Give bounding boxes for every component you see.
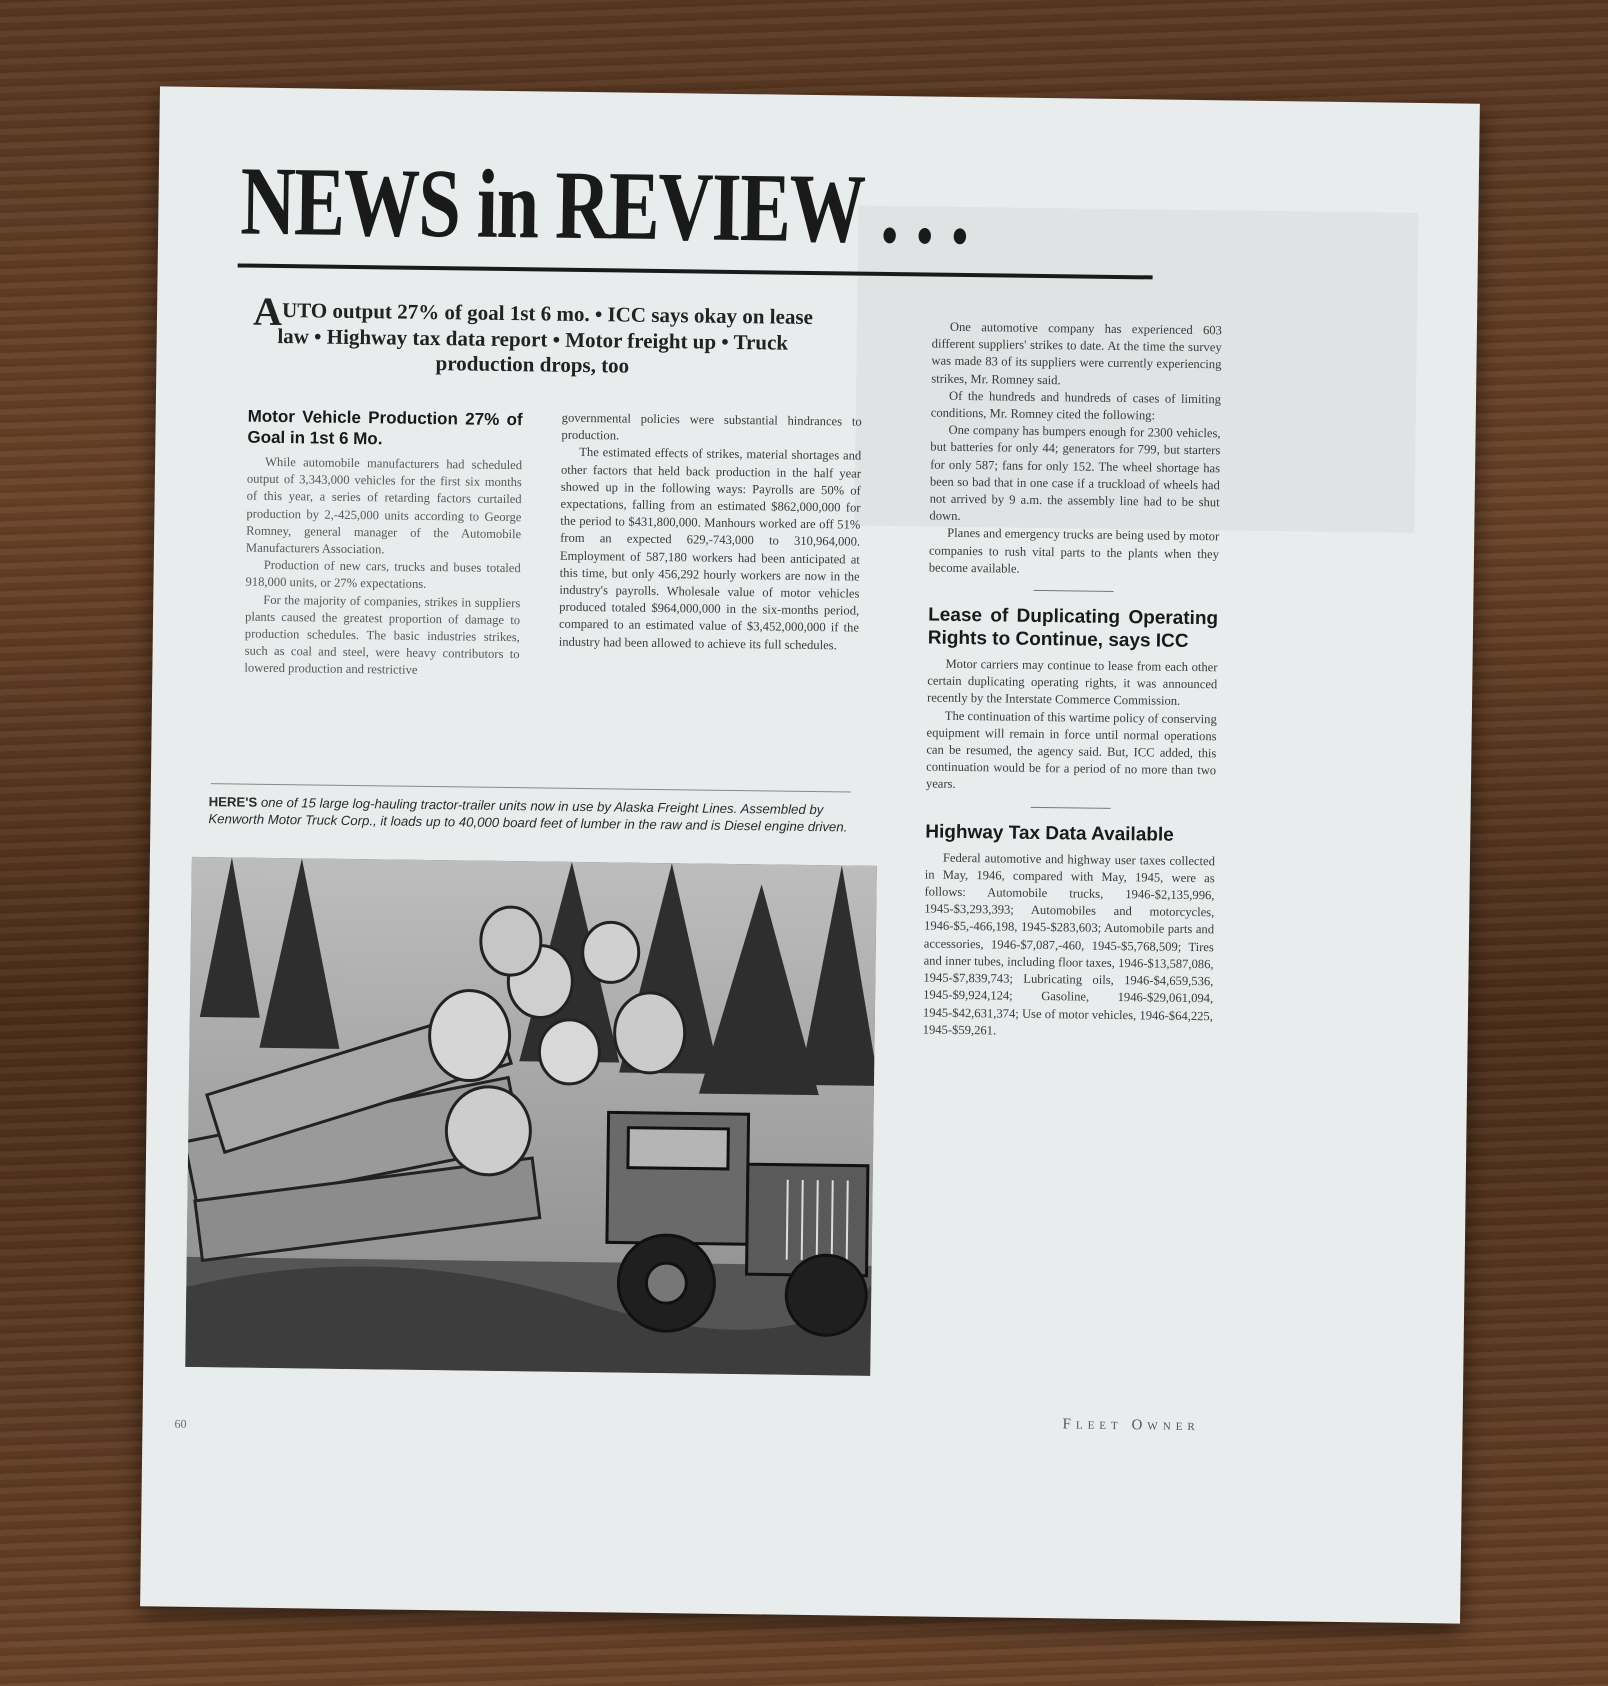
deck-drop-letter: A — [252, 288, 283, 335]
magazine-name: Fleet Owner — [1062, 1416, 1200, 1435]
log-truck-photo — [185, 857, 877, 1376]
caption-rule — [211, 783, 851, 792]
deck-text: UTO output 27% of goal 1st 6 mo. • ICC says okay on lease law • Highway tax data report • Motor freight up • Truck production drops, too — [277, 298, 814, 378]
column-3 — [923, 319, 1222, 1043]
article2-heading: Lease of Duplicating Operating Rights to Continue, says ICC — [927, 604, 1219, 652]
section-divider — [1031, 807, 1111, 809]
summary-deck — [252, 288, 814, 381]
photo-caption — [208, 793, 856, 835]
caption-lead: HERE'S — [208, 794, 258, 810]
article1-paragraph: governmental policies were substantial hindrances to production. — [561, 410, 862, 443]
article1-paragraph: One company has bumpers enough for 2300 vehicles, but batteries for only 44; generators for 799, but starters for only 587; fans for only 152. The wheel shortage has been so bad that in one case if a truckload of wheels had not arrived by 9 a.m. the assembly line had to be shut down. — [929, 422, 1221, 524]
log-truck-illustration — [185, 857, 877, 1376]
article1-heading: Motor Vehicle Production 27% of Goal in 1st 6 Mo. — [247, 406, 523, 449]
article1-paragraph: One automotive company has experienced 603 different suppliers' strikes to date. At the time the survey was made 83 of its suppliers were currently experiencing strikes, Mr. Romney said. — [931, 319, 1222, 387]
article2-paragraph: The continuation of this wartime policy of conserving equipment will remain in force until normal operations can be resumed, the agency said. But, ICC added, this continuation would be for a period of no more than two years. — [925, 708, 1217, 792]
section-divider — [1033, 590, 1113, 592]
page-headline: NEWS in REVIEW . . . — [239, 147, 969, 266]
article1-paragraph: While automobile manufacturers had scheduled output of 3,343,000 vehicles for the first six months of this year, a series of retarding factors curtailed production by 2,-425,000 units according to George Romney, general manager of the Automobile Manufacturers Association. — [245, 454, 523, 557]
column-2 — [559, 410, 862, 655]
article3-heading: Highway Tax Data Available — [925, 821, 1174, 846]
magazine-page — [140, 86, 1480, 1623]
article1-paragraph: For the majority of companies, strikes in suppliers plants caused the greatest proportion of damage to production schedules. The basic industries strikes, such as coal and steel, were heavy contributors to lowered production and restrictive — [244, 592, 521, 678]
article1-paragraph: Production of new cars, trucks and buses totaled 918,000 units, or 27% expectations. — [245, 558, 521, 592]
article2-paragraph: Motor carriers may continue to lease from each other certain duplicating operating rights, it was announced recently by the Interstate Commerce Commission. — [926, 656, 1218, 709]
page-number: 60 — [174, 1416, 187, 1431]
article3-paragraph: Federal automotive and highway user taxes collected in May, 1946, compared with May, 1945, were as follows: Automobile trucks, 1946-$2,135,996, 1945-$3,293,393; Automobiles and motorcycles, 1946-$5,-466,198, 1945-$283,603; Automobile parts and accessories, 1946-$7,087,-460, 1945-$5,768,509; Tires and inner tubes, including floor taxes, 1946-$13,587,086, 1945-$7,839,743; Lubricating oils, 1946-$4,659,536, 1945-$9,924,124; Gasoline, 1946-$29,061,094, 1945-$42,631,374; Use of motor vehicles, 1946-$64,225, 1945-$59,261. — [922, 850, 1216, 1038]
article1-paragraph: Of the hundreds and hundreds of cases of limiting conditions, Mr. Romney cited the following: — [930, 388, 1222, 423]
caption-text: one of 15 large log-hauling tractor-trailer units now in use by Alaska Freight Lines. Assembled by Kenworth Motor Truck Corp., it loads up to 40,000 board feet of lumber in the raw and is Diesel engine driven. — [208, 794, 848, 835]
article1-paragraph: Planes and emergency trucks are being used by motor companies to rush vital parts to the plants when they become available. — [928, 526, 1220, 576]
column-1 — [244, 406, 523, 681]
article1-paragraph: The estimated effects of strikes, material shortages and other factors that held back production in the half year showed up in the following ways: Payrolls are 50% of expectations, falling from an estimated $862,000,000 for the period to $431,800,000. Manhours worked are off 51% from an expected 629,-743,000 to 310,964,000. Employment of 587,180 workers had been anticipated at this time, but only 456,292 hourly workers are now in the industry's payrolls. Wholesale value of motor vehicles produced totaled $964,000,000 in the six-months period, compared to an estimated value of $3,452,000,000 if the industry had been allowed to achieve its full schedules. — [558, 445, 862, 652]
